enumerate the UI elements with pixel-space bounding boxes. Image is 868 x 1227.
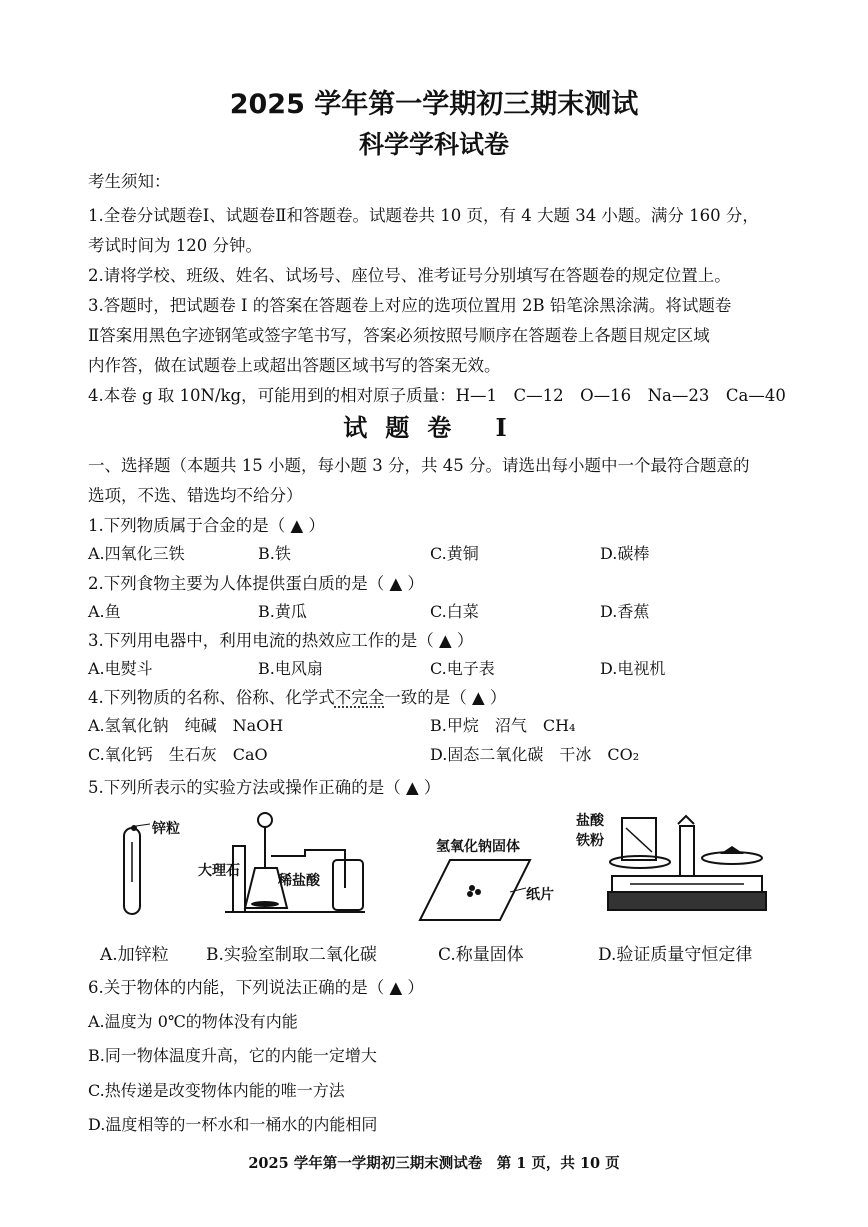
- q1-stem: 1.下列物质属于合金的是（ ▲ ）: [88, 516, 325, 535]
- notice-line: 2.请将学校、班级、姓名、试场号、座位号、准考证号分别填写在答题卷的规定位置上。: [88, 266, 731, 285]
- q2-option-a: A.鱼: [88, 602, 121, 621]
- notice-heading: 考生须知：: [88, 172, 171, 191]
- q4-option-c: C.氧化钙 生石灰 CaO: [88, 745, 268, 764]
- q3-option-d: D.电视机: [600, 659, 666, 678]
- q2-option-b: B.黄瓜: [258, 602, 307, 621]
- q6-option-c: C.热传递是改变物体内能的唯一方法: [88, 1081, 345, 1100]
- q4-option-b: B.甲烷 沼气 CH₄: [430, 716, 576, 735]
- q6-stem: 6.关于物体的内能，下列说法正确的是（ ▲ ）: [88, 978, 424, 997]
- q4-option-d: D.固态二氧化碳 干冰 CO₂: [430, 745, 640, 764]
- q2-option-c: C.白菜: [430, 602, 479, 621]
- notice-line: Ⅱ答案用黑色字迹钢笔或签字笔书写，答案必须按照号顺序在答题卷上各题目规定区域: [88, 326, 710, 345]
- q1-option-a: A.四氧化三铁: [88, 544, 185, 563]
- notice-line: 考试时间为 120 分钟。: [88, 236, 262, 255]
- q5-option-a: A.加锌粒: [100, 945, 169, 965]
- figure-d-balance: [600, 808, 780, 920]
- q6-option-a: A.温度为 0℃的物体没有内能: [88, 1012, 298, 1031]
- part-heading: 一、选择题（本题共 15 小题，每小题 3 分，共 45 分。请选出每小题中一个最符合题意的: [88, 456, 750, 475]
- q3-option-b: B.电风扇: [258, 659, 323, 678]
- section-heading: 试题卷 I: [343, 413, 525, 442]
- q4-stem-post: 一致的是（ ▲ ）: [384, 688, 507, 707]
- label-paper: 纸片: [526, 887, 554, 903]
- label-iron: 铁粉: [576, 833, 604, 849]
- q6-option-d: D.温度相等的一杯水和一桶水的内能相同: [88, 1115, 378, 1134]
- q5-option-d: D.验证质量守恒定律: [598, 945, 753, 965]
- label-acid: 盐酸: [576, 813, 604, 829]
- notice-line: 1.全卷分试题卷Ⅰ、试题卷Ⅱ和答题卷。试题卷共 10 页，有 4 大题 34 小题。满分 160 分，: [88, 206, 759, 225]
- page-footer: 2025 学年第一学期初三期末测试卷 第 1 页，共 10 页: [248, 1155, 620, 1172]
- label-marble: 大理石: [198, 863, 240, 879]
- notice-line: 内作答，做在试题卷上或超出答题区域书写的答案无效。: [88, 356, 501, 375]
- q1-option-d: D.碳棒: [600, 544, 650, 563]
- q1-option-c: C.黄铜: [430, 544, 479, 563]
- q4-stem: [88, 684, 506, 708]
- q5-stem: 5.下列所表示的实验方法或操作正确的是（ ▲ ）: [88, 778, 441, 797]
- q2-option-d: D.香蕉: [600, 602, 650, 621]
- exam-subtitle: 科学学科试卷: [358, 130, 509, 159]
- q2-stem: 2.下列食物主要为人体提供蛋白质的是（ ▲ ）: [88, 574, 424, 593]
- q5-option-b: B.实验室制取二氧化碳: [206, 945, 377, 965]
- notice-line: 4.本卷 g 取 10N/kg，可能用到的相对原子质量：H—1 C—12 O—16 Na—23 Ca—40: [88, 386, 786, 405]
- q4-stem-emphasis: 不完全: [334, 688, 385, 707]
- q4-stem-pre: 4.下列物质的名称、俗称、化学式: [88, 688, 335, 707]
- q3-option-a: A.电熨斗: [88, 659, 153, 678]
- notice-line: 3.答题时，把试题卷 I 的答案在答题卷上对应的选项位置用 2B 铅笔涂黑涂满。将试题卷: [88, 296, 732, 315]
- figure-c-weighing-paper: [410, 850, 540, 930]
- label-hcl: 稀盐酸: [278, 873, 320, 889]
- part-heading: 选项，不选、错选均不给分）: [88, 486, 303, 505]
- q3-option-c: C.电子表: [430, 659, 495, 678]
- q4-option-a: A.氢氧化钠 纯碱 NaOH: [88, 716, 284, 735]
- q6-option-b: B.同一物体温度升高，它的内能一定增大: [88, 1046, 377, 1065]
- q1-option-b: B.铁: [258, 544, 291, 563]
- q5-option-c: C.称量固体: [438, 945, 524, 965]
- label-zinc: 锌粒: [152, 821, 180, 837]
- label-naoh: 氢氧化钠固体: [436, 839, 520, 855]
- exam-title: 2025 学年第一学期初三期末测试: [229, 89, 639, 120]
- q3-stem: 3.下列用电器中，利用电流的热效应工作的是（ ▲ ）: [88, 631, 474, 650]
